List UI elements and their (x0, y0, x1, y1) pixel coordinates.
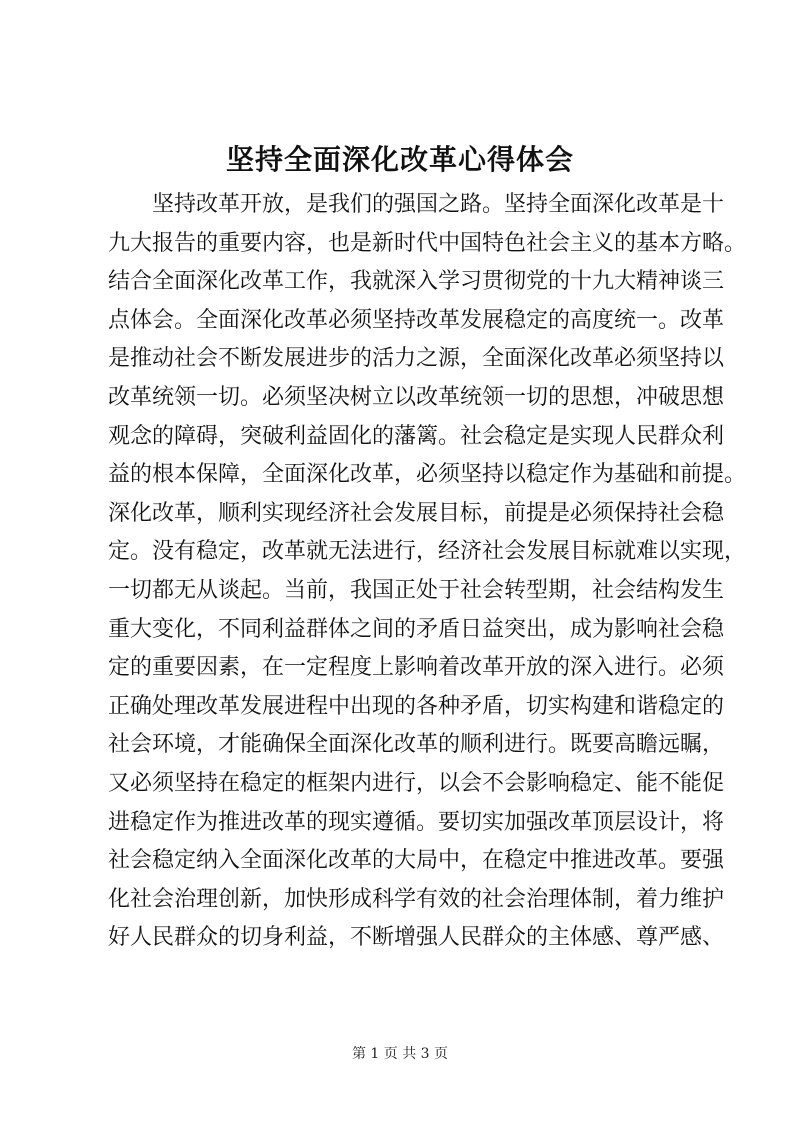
body-line: 一切都无从谈起。当前，我国正处于社会转型期，社会结构发生 (108, 577, 725, 603)
body-line: 益的根本保障，全面深化改革，必须坚持以稳定作为基础和前提。 (108, 462, 747, 488)
body-line: 结合全面深化改革工作，我就深入学习贯彻党的十九大精神谈三 (108, 269, 725, 295)
body-line: 是推动社会不断发展进步的活力之源，全面深化改革必须坚持以 (108, 346, 725, 372)
body-line: 又必须坚持在稳定的框架内进行，以会不会影响稳定、能不能促 (108, 770, 725, 796)
body-line: 坚持改革开放，是我们的强国之路。坚持全面深化改革是十 (152, 192, 725, 217)
document-title: 坚持全面深化改革心得体会 (225, 143, 574, 176)
body-line: 社会稳定纳入全面深化改革的大局中，在稳定中推进改革。要强 (108, 848, 725, 874)
body-line: 改革统领一切。必须坚决树立以改革统领一切的思想，冲破思想 (108, 384, 725, 410)
body-line: 点体会。全面深化改革必须坚持改革发展稳定的高度统一。改革 (108, 307, 725, 333)
body-line: 定。没有稳定，改革就无法进行，经济社会发展目标就难以实现， (108, 539, 747, 565)
body-line: 观念的障碍，突破利益固化的藩篱。社会稳定是实现人民群众利 (108, 423, 725, 449)
body-line: 化社会治理创新，加快形成科学有效的社会治理体制，着力维护 (108, 886, 725, 912)
body-line: 九大报告的重要内容，也是新时代中国特色社会主义的基本方略。 (108, 230, 747, 256)
body-line: 进稳定作为推进改革的现实遵循。要切实加强改革顶层设计，将 (108, 809, 725, 835)
body-line: 社会环境，才能确保全面深化改革的顺利进行。既要高瞻远瞩， (108, 732, 725, 758)
page-footer: 第 1 页 共 3 页 (351, 1046, 449, 1062)
document-body (108, 186, 747, 958)
body-line: 定的重要因素，在一定程度上影响着改革开放的深入进行。必须 (108, 655, 725, 681)
body-line: 好人民群众的切身利益，不断增强人民群众的主体感、尊严感、 (108, 925, 725, 951)
body-line: 正确处理改革发展进程中出现的各种矛盾，切实构建和谐稳定的 (108, 693, 725, 719)
body-line: 深化改革，顺利实现经济社会发展目标，前提是必须保持社会稳 (108, 500, 725, 526)
body-line: 重大变化，不同利益群体之间的矛盾日益突出，成为影响社会稳 (108, 616, 725, 642)
